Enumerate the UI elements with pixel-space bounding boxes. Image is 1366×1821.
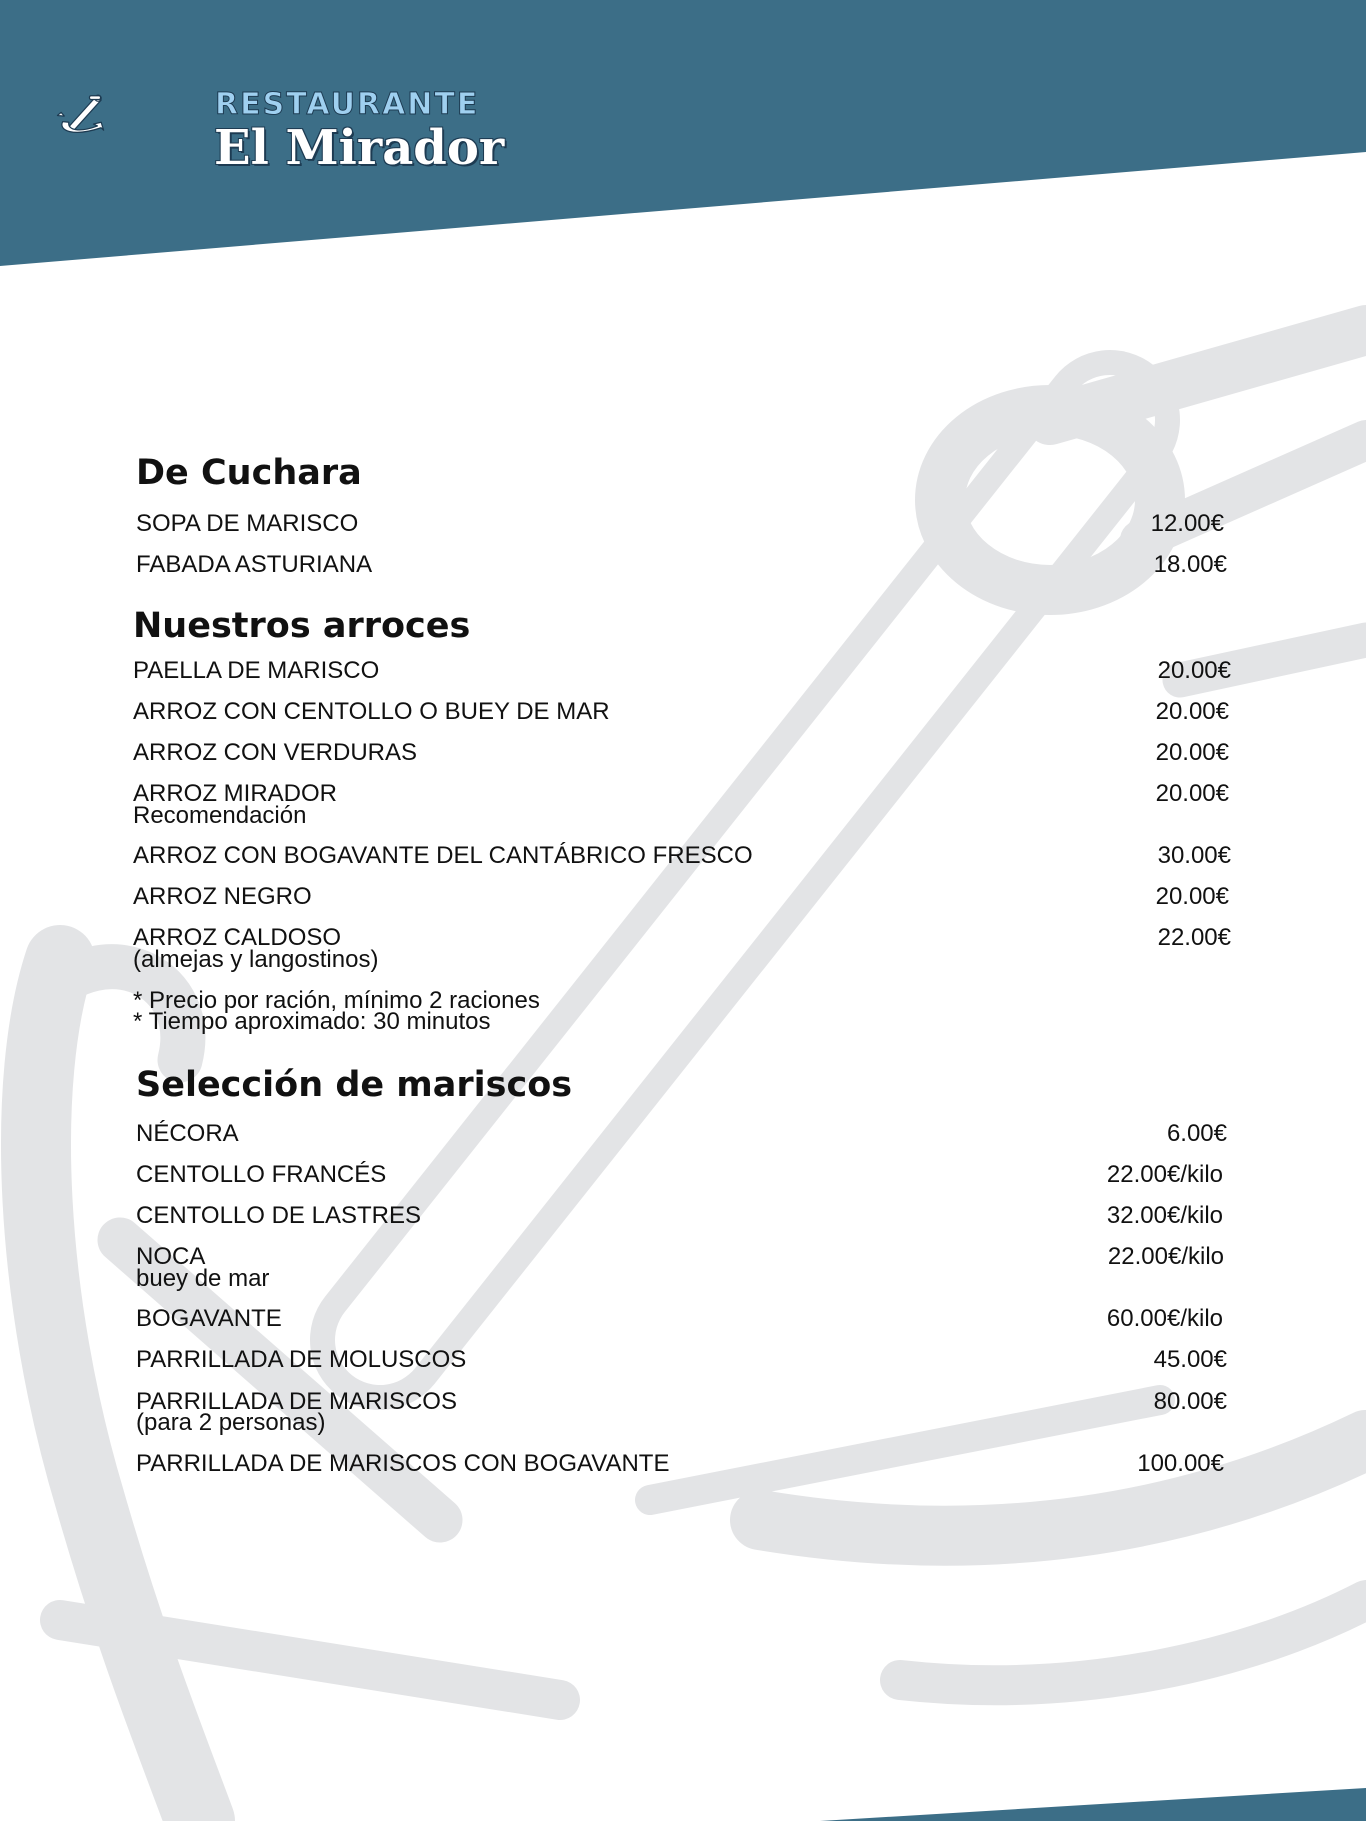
menu-item-subtitle: (para 2 personas) xyxy=(136,1409,326,1436)
menu-item-name: NOCA xyxy=(136,1243,206,1270)
menu-item-name: NÉCORA xyxy=(136,1120,239,1147)
menu-item-name: PARRILLADA DE MARISCOS xyxy=(136,1388,457,1415)
footnote: * Tiempo aproximado: 30 minutos xyxy=(133,1008,491,1035)
menu-item-price: 100.00€ xyxy=(1137,1450,1224,1477)
menu-item-price: 32.00€/kilo xyxy=(1106,1202,1223,1229)
menu-item-price: 80.00€ xyxy=(1153,1388,1227,1415)
menu-item-price: 30.00€ xyxy=(1157,842,1231,869)
menu-item-price: 20.00€ xyxy=(1157,657,1231,684)
menu-item-name: ARROZ CON VERDURAS xyxy=(133,739,418,766)
menu-item-price: 60.00€/kilo xyxy=(1106,1305,1223,1332)
menu-item-name: CENTOLLO DE LASTRES xyxy=(136,1202,421,1229)
menu-item-price: 20.00€ xyxy=(1155,780,1229,807)
menu-item-price: 20.00€ xyxy=(1155,698,1229,725)
menu-item-price: 22.00€/kilo xyxy=(1107,1243,1224,1270)
menu-item-name: ARROZ CALDOSO xyxy=(133,924,342,951)
menu-item-subtitle: Recomendación xyxy=(133,802,307,829)
brand-top-text: RESTAURANTE xyxy=(215,87,480,122)
brand-main-text: El Mirador xyxy=(214,120,505,176)
section-title-mariscos: Selección de mariscos xyxy=(136,1065,573,1105)
menu-item-name: FABADA ASTURIANA xyxy=(136,551,373,578)
menu-item-name: ARROZ CON CENTOLLO O BUEY DE MAR xyxy=(133,698,610,725)
menu-item-name: PARRILLADA DE MARISCOS CON BOGAVANTE xyxy=(136,1450,670,1477)
section-title-de-cuchara: De Cuchara xyxy=(136,453,362,493)
section-title-arroces: Nuestros arroces xyxy=(133,606,471,646)
anchor-logo-icon xyxy=(55,42,215,192)
menu-item-name: PARRILLADA DE MOLUSCOS xyxy=(136,1346,467,1373)
menu-item-price: 20.00€ xyxy=(1155,739,1229,766)
menu-item-subtitle: buey de mar xyxy=(136,1265,270,1292)
menu-item-price: 22.00€ xyxy=(1157,924,1231,951)
menu-item-price: 22.00€/kilo xyxy=(1106,1161,1223,1188)
menu-item-name: ARROZ NEGRO xyxy=(133,883,312,910)
menu-item-price: 20.00€ xyxy=(1155,883,1229,910)
menu-item-name: ARROZ MIRADOR xyxy=(133,780,337,807)
menu-item-name: PAELLA DE MARISCO xyxy=(133,657,380,684)
menu-item-price: 6.00€ xyxy=(1166,1120,1227,1147)
footnote: * Precio por ración, mínimo 2 raciones xyxy=(133,987,540,1014)
menu-item-name: CENTOLLO FRANCÉS xyxy=(136,1161,387,1188)
menu-item-name: ARROZ CON BOGAVANTE DEL CANTÁBRICO FRESCO xyxy=(133,842,753,869)
menu-item-price: 18.00€ xyxy=(1153,551,1227,578)
menu-item-price: 12.00€ xyxy=(1150,510,1224,537)
menu-item-price: 45.00€ xyxy=(1153,1346,1227,1373)
menu-item-name: SOPA DE MARISCO xyxy=(136,510,359,537)
menu-item-subtitle: (almejas y langostinos) xyxy=(133,946,379,973)
menu-item-name: BOGAVANTE xyxy=(136,1305,282,1332)
